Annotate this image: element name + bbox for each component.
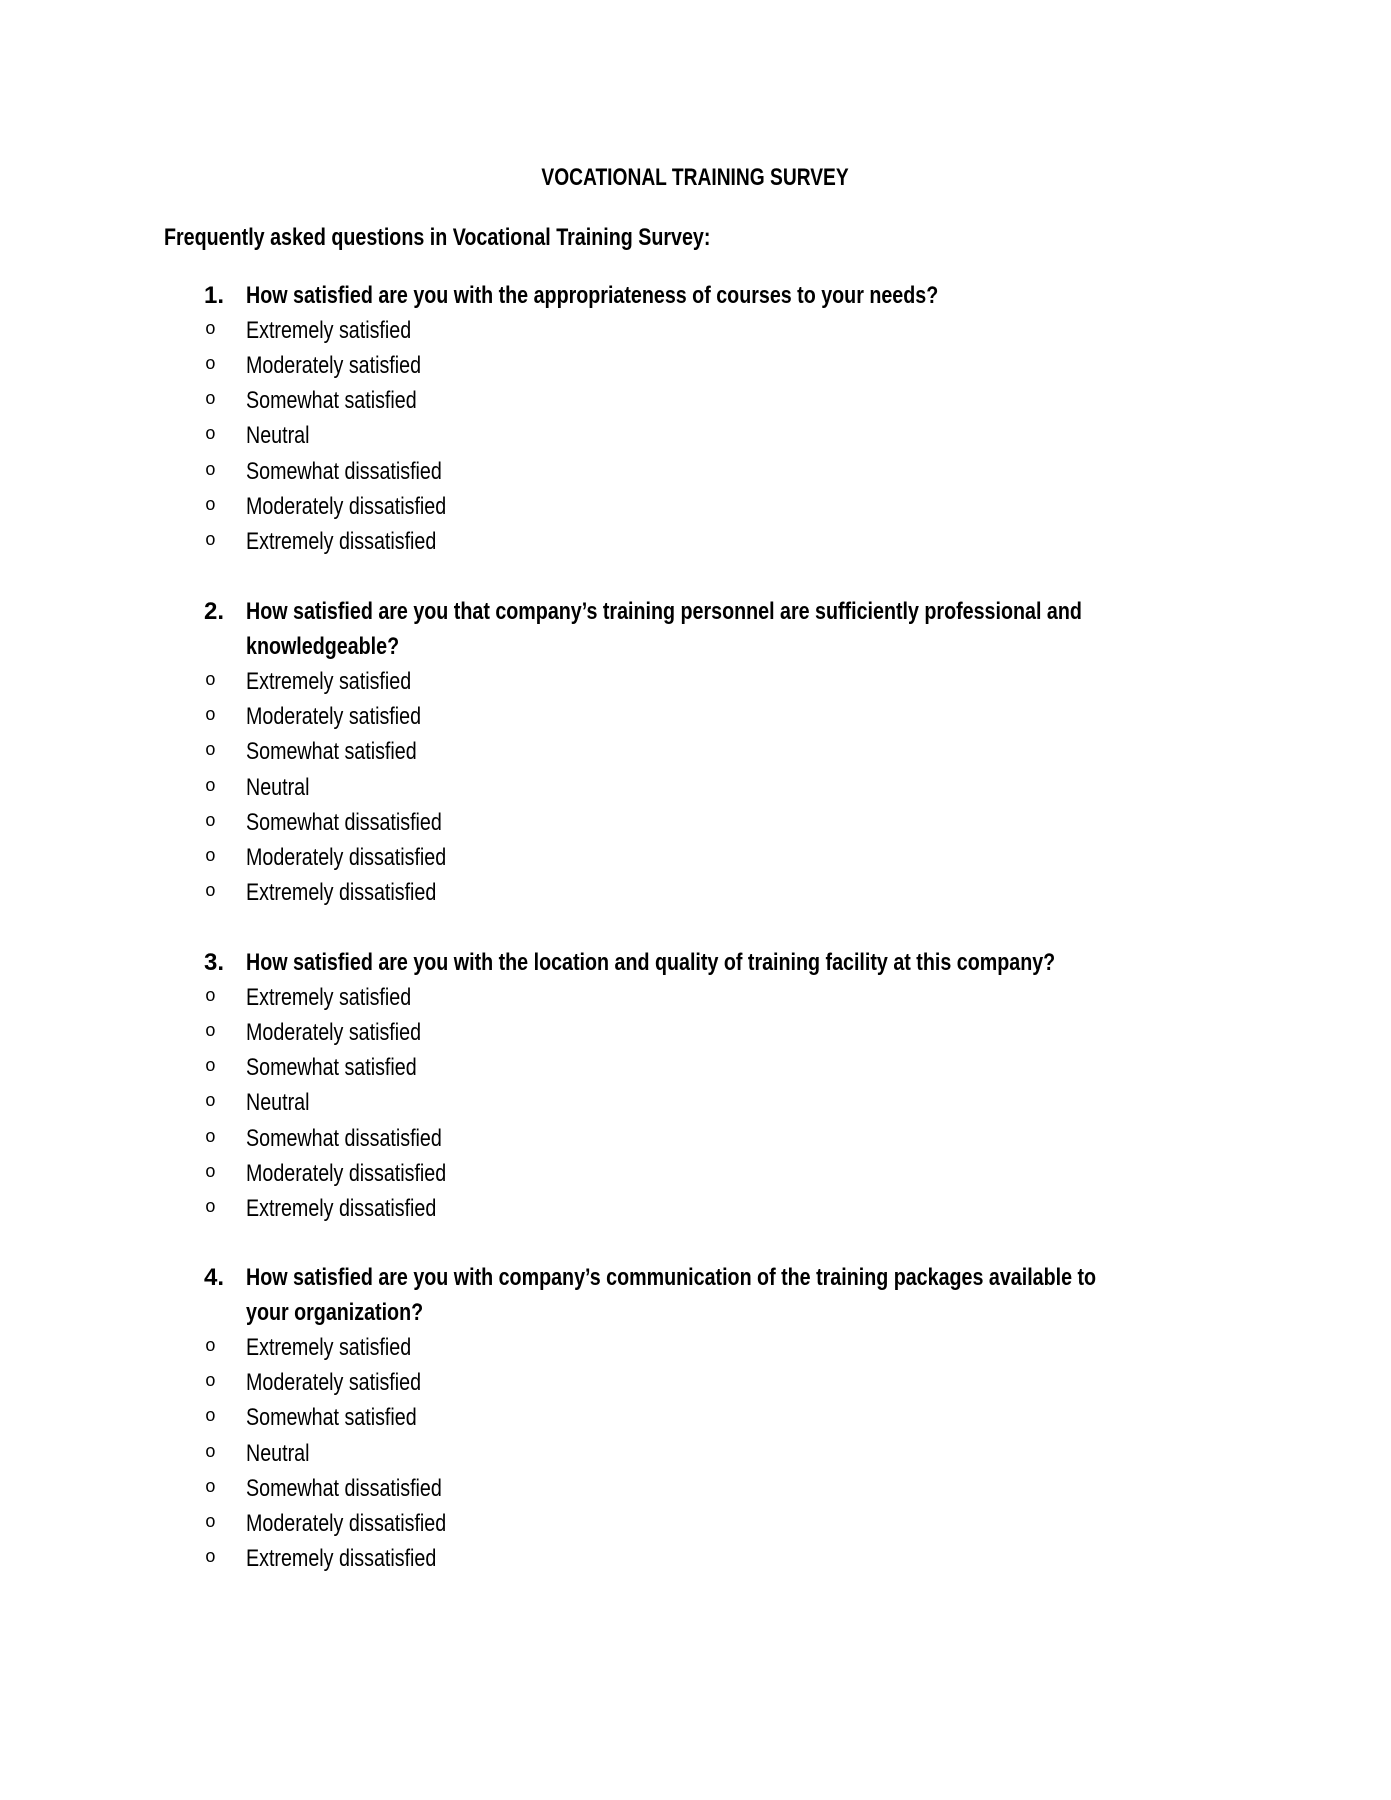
answer-option-label: Somewhat dissatisfied: [246, 1124, 442, 1152]
answer-option-label: Somewhat dissatisfied: [246, 808, 442, 836]
radio-option-circle-icon[interactable]: o: [205, 881, 216, 902]
answer-option[interactable]: [246, 1475, 485, 1503]
answer-option-label: Moderately dissatisfied: [246, 843, 447, 871]
question-text-line: your organization?: [246, 1299, 424, 1327]
answer-option[interactable]: [246, 1545, 478, 1573]
answer-option[interactable]: [246, 1054, 454, 1082]
title-text: VOCATIONAL TRAINING SURVEY: [541, 164, 850, 191]
answer-option-label: Moderately satisfied: [246, 703, 422, 731]
answer-option-label: Extremely dissatisfied: [246, 878, 437, 906]
answer-option-label: Neutral: [246, 1089, 310, 1117]
answer-option-label: Somewhat satisfied: [246, 1054, 417, 1082]
radio-option-circle-icon[interactable]: o: [205, 1022, 216, 1043]
answer-option[interactable]: [246, 984, 447, 1012]
radio-option-circle-icon[interactable]: o: [205, 671, 216, 692]
answer-option[interactable]: [246, 1019, 459, 1047]
question-number: 2.: [204, 598, 225, 625]
radio-option-circle-icon[interactable]: o: [205, 390, 216, 411]
question-number: 3.: [204, 949, 225, 976]
answer-option[interactable]: [246, 458, 485, 486]
answer-option-label: Extremely satisfied: [246, 317, 412, 345]
radio-option-circle-icon[interactable]: o: [205, 320, 216, 341]
answer-option[interactable]: [246, 387, 454, 415]
question-text-line: knowledgeable?: [246, 633, 400, 661]
answer-option-label: Extremely satisfied: [246, 984, 412, 1012]
answer-option[interactable]: [246, 422, 323, 450]
radio-option-circle-icon[interactable]: o: [205, 460, 216, 481]
answer-option[interactable]: [246, 1160, 490, 1188]
answer-option-label: Extremely dissatisfied: [246, 1194, 437, 1222]
radio-option-circle-icon[interactable]: o: [205, 1127, 216, 1148]
answer-option-label: Extremely dissatisfied: [246, 1544, 437, 1572]
answer-option[interactable]: [246, 703, 459, 731]
radio-option-circle-icon[interactable]: o: [205, 1057, 216, 1078]
answer-option-label: Extremely satisfied: [246, 1334, 412, 1362]
answer-option[interactable]: [246, 1334, 447, 1362]
answer-option[interactable]: [246, 738, 454, 766]
question-text: [246, 949, 1233, 977]
answer-option-label: Moderately dissatisfied: [246, 492, 447, 520]
answer-option[interactable]: [246, 1440, 323, 1468]
answer-option-label: Neutral: [246, 773, 310, 801]
answer-option[interactable]: [246, 493, 490, 521]
answer-option-label: Extremely satisfied: [246, 668, 412, 696]
answer-option[interactable]: [246, 879, 478, 907]
radio-option-circle-icon[interactable]: o: [205, 1162, 216, 1183]
answer-option[interactable]: [246, 1089, 323, 1117]
answer-option-label: Somewhat satisfied: [246, 738, 417, 766]
radio-option-circle-icon[interactable]: o: [205, 706, 216, 727]
question-text-line: How satisfied are you with company’s communication of the training packages available to: [246, 1264, 1097, 1291]
radio-option-circle-icon[interactable]: o: [205, 1477, 216, 1498]
answer-option[interactable]: [246, 1369, 459, 1397]
answer-option[interactable]: [246, 668, 447, 696]
question-text: [246, 633, 433, 661]
question-number: 1.: [204, 282, 225, 309]
answer-option-label: Moderately satisfied: [246, 1019, 422, 1047]
answer-option[interactable]: [246, 844, 490, 872]
answer-option-label: Moderately satisfied: [246, 1369, 422, 1397]
answer-option-label: Moderately dissatisfied: [246, 1509, 447, 1537]
radio-option-circle-icon[interactable]: o: [205, 776, 216, 797]
answer-option[interactable]: [246, 352, 459, 380]
answer-option-label: Neutral: [246, 1439, 310, 1467]
intro-text: Frequently asked questions in Vocational Training Survey:: [164, 224, 711, 251]
question-text-line: How satisfied are you with the location and quality of training facility at this company?: [246, 949, 1056, 976]
radio-option-circle-icon[interactable]: o: [205, 530, 216, 551]
question-number: 4.: [204, 1264, 225, 1291]
answer-option-label: Moderately satisfied: [246, 352, 422, 380]
answer-option-label: Somewhat satisfied: [246, 387, 417, 415]
radio-option-circle-icon[interactable]: o: [205, 355, 216, 376]
answer-option[interactable]: [246, 774, 323, 802]
answer-option[interactable]: [246, 1195, 478, 1223]
answer-option[interactable]: [246, 1510, 490, 1538]
radio-option-circle-icon[interactable]: o: [205, 987, 216, 1008]
radio-option-circle-icon[interactable]: o: [205, 1442, 216, 1463]
intro-heading: [164, 224, 830, 252]
question-text: [246, 282, 1090, 310]
document-title: [0, 165, 1391, 191]
radio-option-circle-icon[interactable]: o: [205, 495, 216, 516]
radio-option-circle-icon[interactable]: o: [205, 811, 216, 832]
answer-option-label: Somewhat dissatisfied: [246, 1474, 442, 1502]
radio-option-circle-icon[interactable]: o: [205, 1197, 216, 1218]
radio-option-circle-icon[interactable]: o: [205, 1512, 216, 1533]
answer-option-label: Somewhat satisfied: [246, 1404, 417, 1432]
answer-option[interactable]: [246, 1404, 454, 1432]
question-text: [246, 1299, 462, 1327]
radio-option-circle-icon[interactable]: o: [205, 1407, 216, 1428]
answer-option-label: Somewhat dissatisfied: [246, 457, 442, 485]
radio-option-circle-icon[interactable]: o: [205, 1337, 216, 1358]
radio-option-circle-icon[interactable]: o: [205, 425, 216, 446]
radio-option-circle-icon[interactable]: o: [205, 846, 216, 867]
question-text-line: How satisfied are you that company’s training personnel are sufficiently professional and: [246, 598, 1082, 625]
question-text: [246, 1264, 1283, 1292]
radio-option-circle-icon[interactable]: o: [205, 741, 216, 762]
radio-option-circle-icon[interactable]: o: [205, 1547, 216, 1568]
answer-option-label: Extremely dissatisfied: [246, 527, 437, 555]
answer-option[interactable]: [246, 528, 478, 556]
answer-option-label: Moderately dissatisfied: [246, 1159, 447, 1187]
answer-option[interactable]: [246, 809, 485, 837]
answer-option-label: Neutral: [246, 422, 310, 450]
question-text-line: How satisfied are you with the appropriateness of courses to your needs?: [246, 282, 939, 309]
radio-option-circle-icon[interactable]: o: [205, 1372, 216, 1393]
answer-option[interactable]: [246, 1125, 485, 1153]
answer-option[interactable]: [246, 317, 447, 345]
question-text: [246, 598, 1265, 626]
radio-option-circle-icon[interactable]: o: [205, 1092, 216, 1113]
